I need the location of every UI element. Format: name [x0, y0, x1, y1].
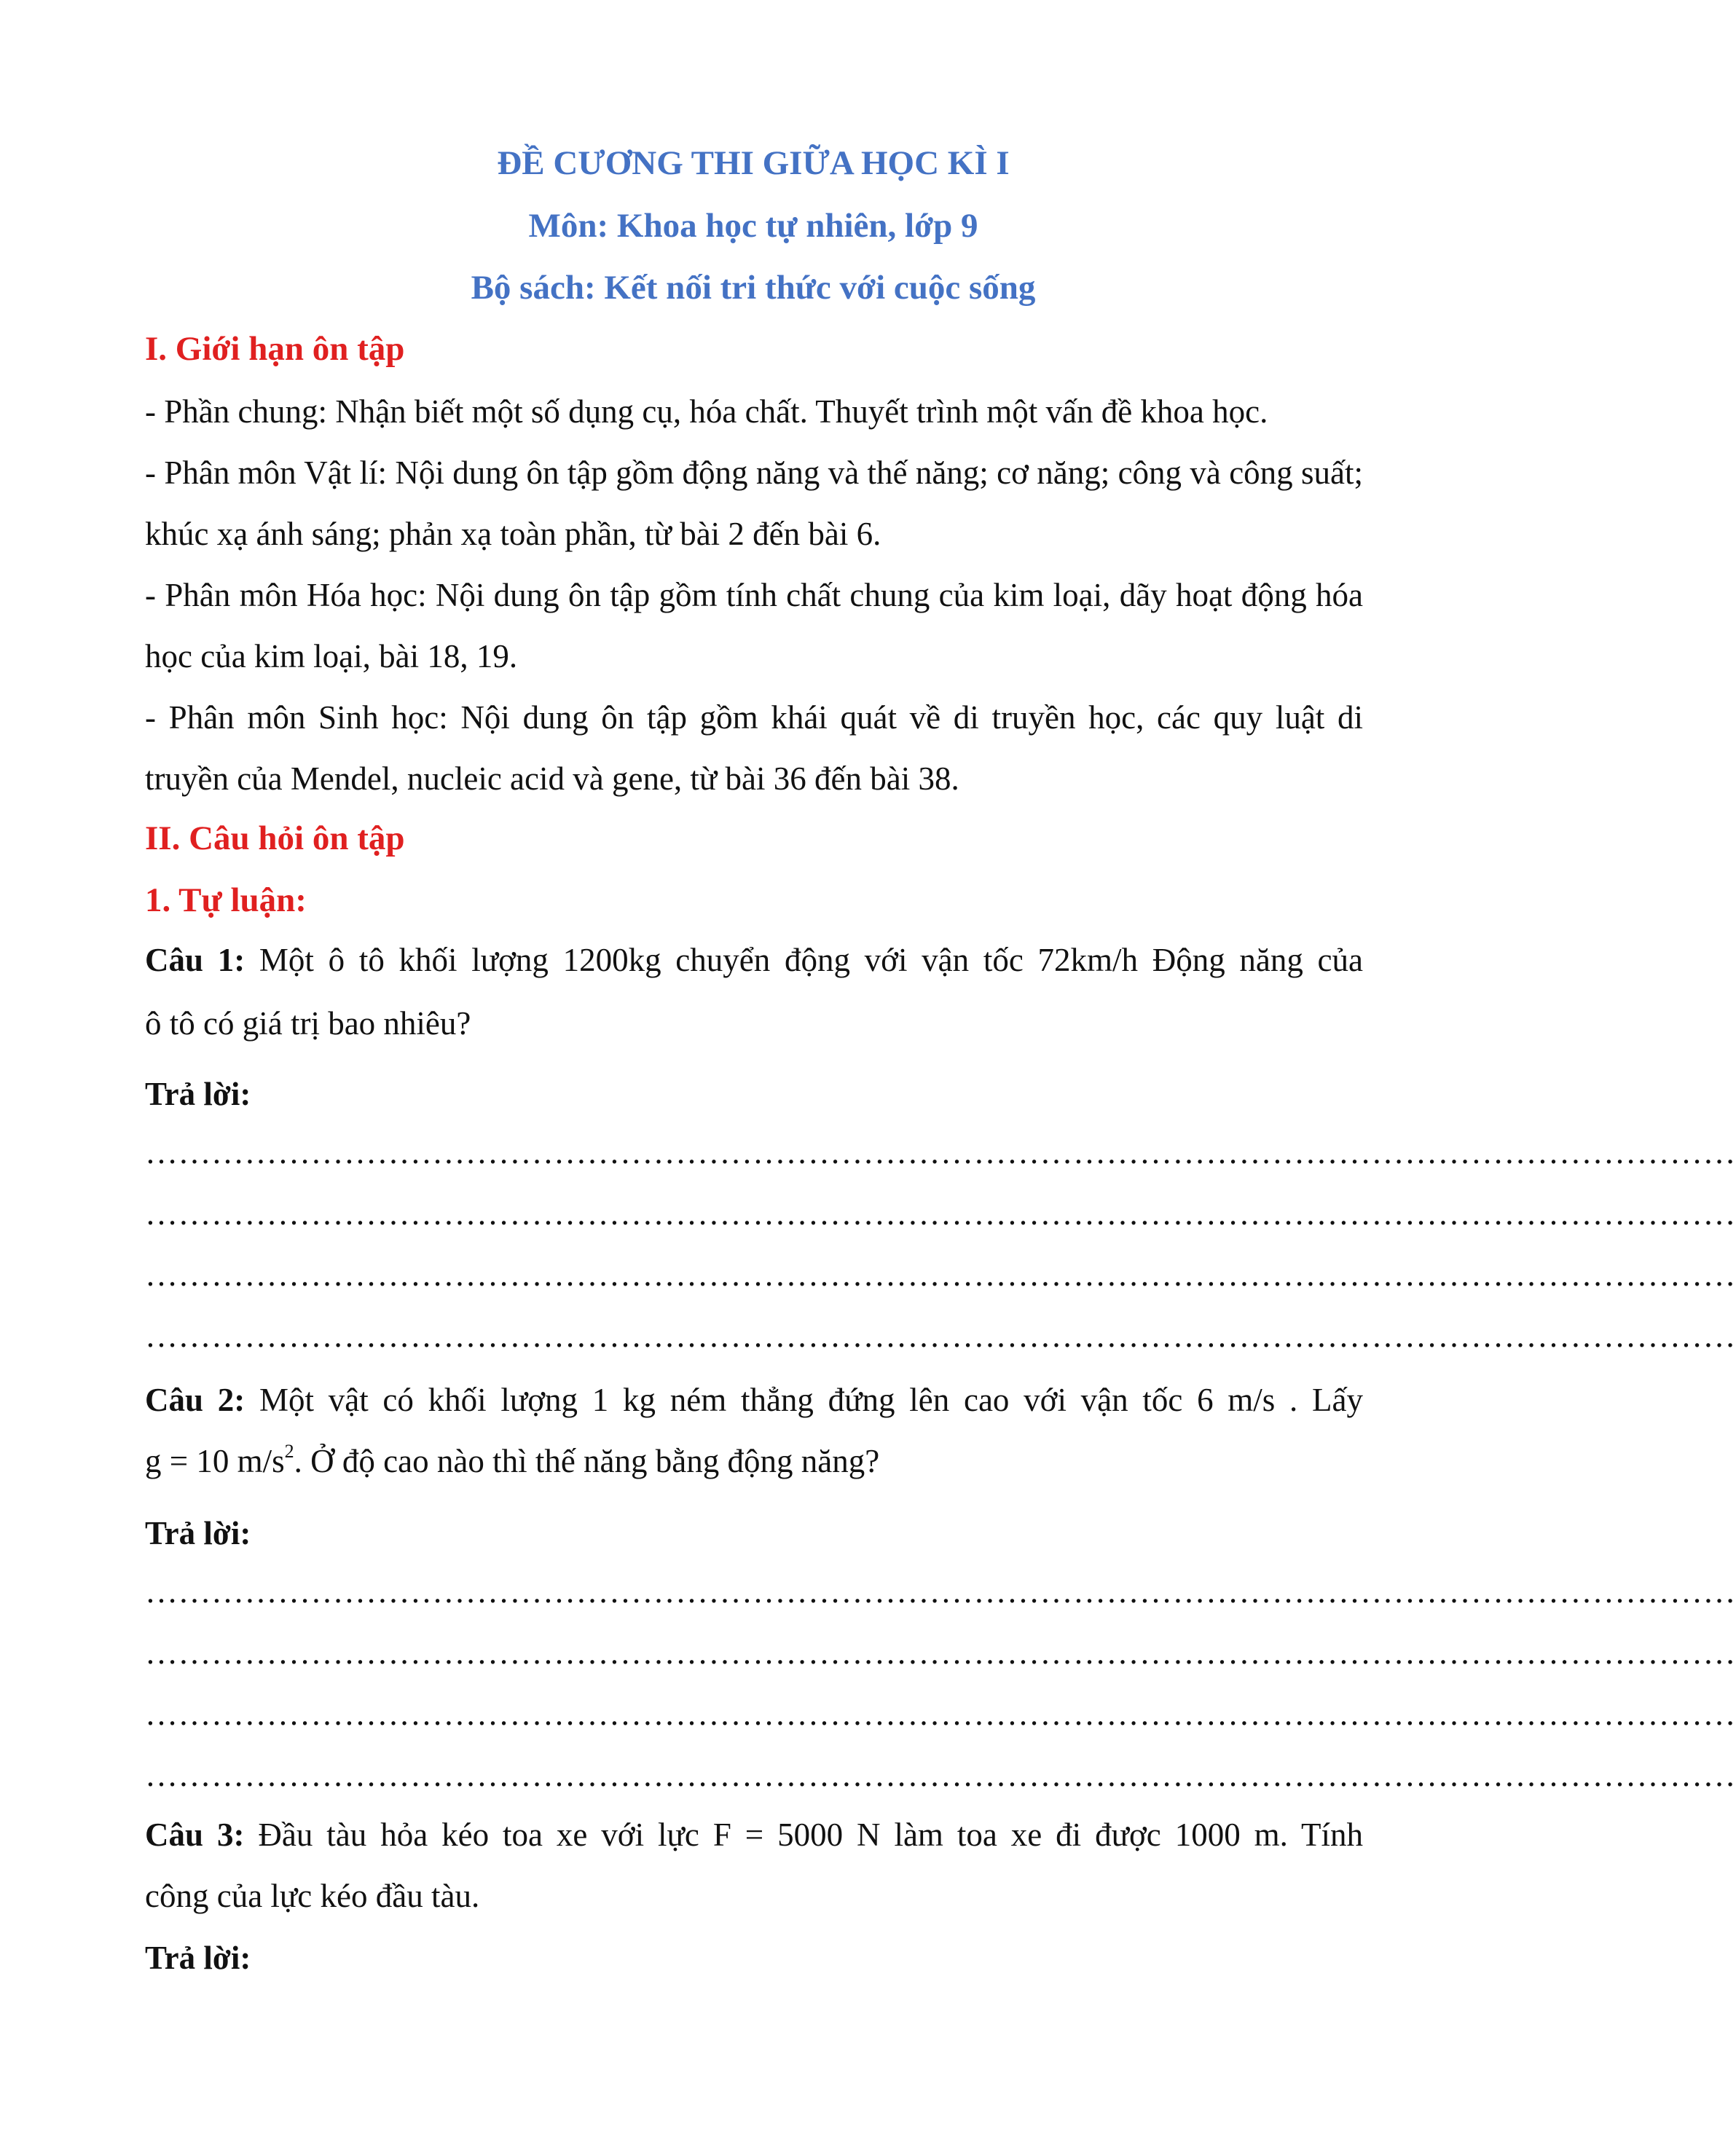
answer-line[interactable]: ……………………………………………………………………………………………………………………………… [145, 1757, 1736, 1793]
question-2-text-rest: . Ở độ cao nào thì thế năng bằng động năng? [294, 1443, 880, 1479]
essay-subheading: 1. Tự luận: [145, 881, 307, 919]
question-3-label: Câu 3: [145, 1817, 245, 1853]
gravity-formula: g = 10 $m/s^2$ [145, 1441, 294, 1479]
question-1-line-2: ô tô có giá trị bao nhiêu? [145, 1005, 471, 1042]
section-2-heading: II. Câu hỏi ôn tập [145, 819, 405, 857]
question-2-line-1 [145, 1384, 1363, 1417]
question-3-line-2: công của lực kéo đầu tàu. [145, 1878, 480, 1914]
scope-item-biology: - Phân môn Sinh học: Nội dung ôn tập gồm khái quát về di truyền học, các quy luật di truyền của Mendel, nucleic acid và gene, từ bài 36 đến bài 38. [145, 699, 1363, 797]
answer-line[interactable]: ……………………………………………………………………………………………………………………………… [145, 1256, 1736, 1293]
answer-label-1: Trả lời: [145, 1076, 251, 1112]
subject-line: Môn: Khoa học tự nhiên, lớp 9 [528, 207, 978, 245]
answer-label-2: Trả lời: [145, 1515, 251, 1551]
answer-line[interactable]: ……………………………………………………………………………………………………………………………… [145, 1696, 1736, 1732]
answer-line[interactable]: ……………………………………………………………………………………………………………………………… [145, 1573, 1736, 1610]
question-2-text: Một vật có khối lượng 1 kg ném thẳng đứng lên cao với vận tốc 6 m/s . Lấy [245, 1382, 1363, 1418]
book-series-line: Bộ sách: Kết nối tri thức với cuộc sống [471, 269, 1036, 307]
question-3-line-1 [145, 1819, 1363, 1851]
answer-line[interactable]: ……………………………………………………………………………………………………………………………… [145, 1195, 1736, 1232]
answer-line[interactable]: ……………………………………………………………………………………………………………………………… [145, 1134, 1736, 1170]
section-1-heading: I. Giới hạn ôn tập [145, 330, 405, 368]
question-3-text: Đầu tàu hỏa kéo toa xe với lực F = 5000 N làm toa xe đi được 1000 m. Tính [244, 1817, 1363, 1853]
answer-line[interactable]: ……………………………………………………………………………………………………………………………… [145, 1318, 1736, 1354]
question-1-label: Câu 1: [145, 942, 246, 978]
question-2-label: Câu 2: [145, 1382, 246, 1418]
document-title: ĐỀ CƯƠNG THI GIỮA HỌC KÌ I [497, 144, 1010, 182]
scope-item-general: - Phần chung: Nhận biết một số dụng cụ, hóa chất. Thuyết trình một vấn đề khoa học. [145, 393, 1268, 430]
scope-item-chemistry: - Phân môn Hóa học: Nội dung ôn tập gồm tính chất chung của kim loại, dãy hoạt động hóa học của kim loại, bài 18, 19. [145, 577, 1363, 674]
question-2-line-2 [145, 1441, 880, 1479]
answer-line[interactable]: ……………………………………………………………………………………………………………………………… [145, 1634, 1736, 1671]
question-1-line-1 [145, 944, 1363, 977]
answer-label-3: Trả lời: [145, 1940, 251, 1976]
scope-item-physics: - Phân môn Vật lí: Nội dung ôn tập gồm động năng và thế năng; cơ năng; công và công suất; khúc xạ ánh sáng; phản xạ toàn phần, từ bài 2 đến bài 6. [145, 454, 1363, 552]
question-1-text: Một ô tô khối lượng 1200kg chuyển động với vận tốc 72km/h Động năng của [245, 942, 1364, 978]
